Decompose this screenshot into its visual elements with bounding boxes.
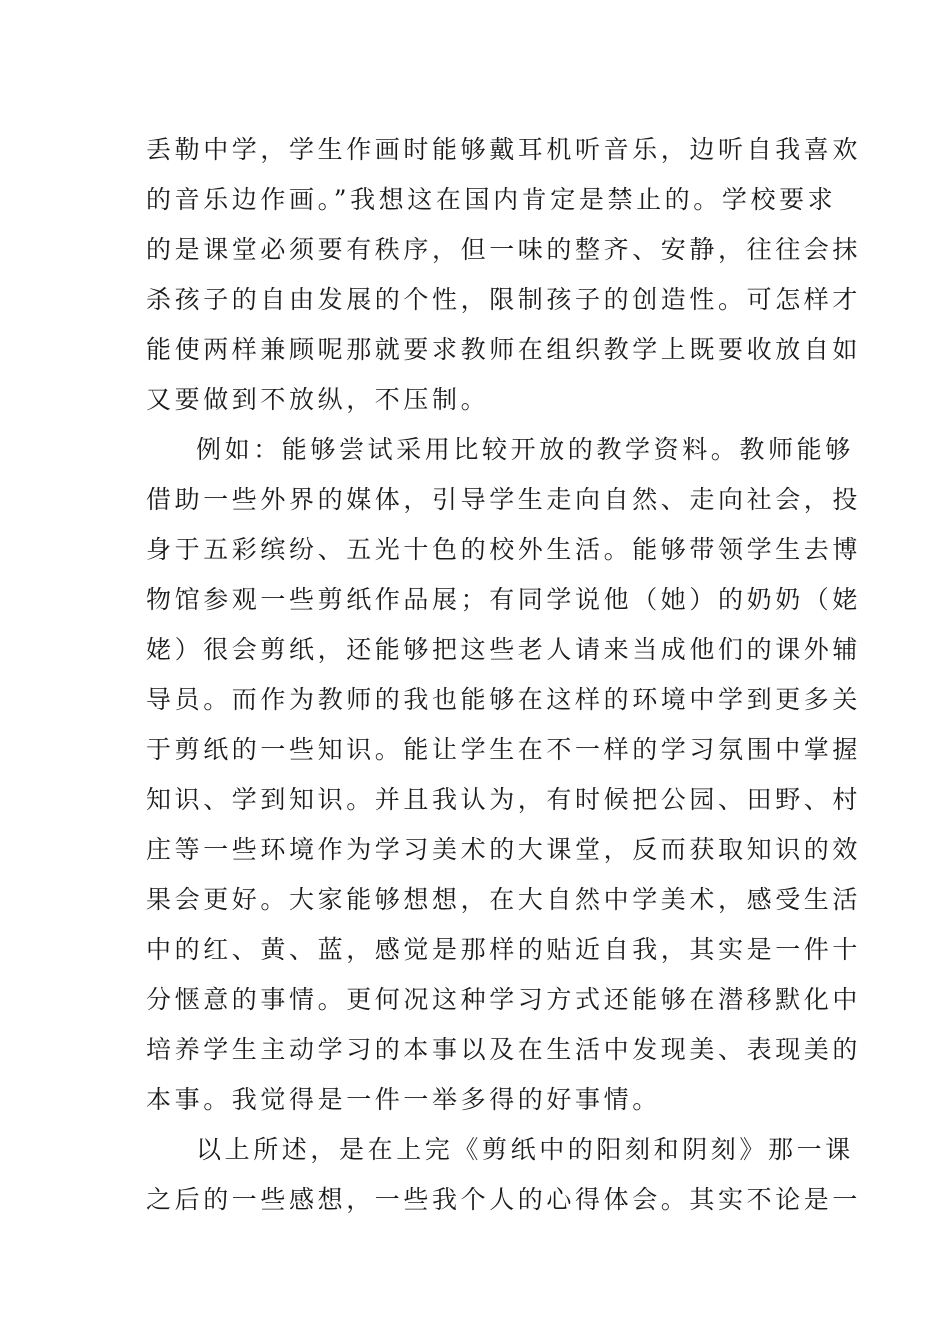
text-line: 借助一些外界的媒体，引导学生走向自然、走向社会，投 [146, 485, 862, 514]
paragraph-first-line: 例如：能够尝试采用比较开放的教学资料。教师能够 [196, 435, 854, 464]
text-line: 又要做到不放纵，不压制。 [146, 385, 490, 414]
text-line: 庄等一些环境作为学习美术的大课堂，反而获取知识的效 [146, 835, 862, 864]
text-line: 知识、学到知识。并且我认为，有时候把公园、田野、村 [146, 785, 862, 814]
text-line: 身于五彩缤纷、五光十色的校外生活。能够带领学生去博 [146, 535, 862, 564]
text-line: 物馆参观一些剪纸作品展；有同学说他（她）的奶奶（姥 [146, 585, 862, 614]
paragraph-first-line: 以上所述，是在上完《剪纸中的阳刻和阴刻》那一课 [196, 1135, 854, 1164]
text-line: 果会更好。大家能够想想，在大自然中学美术，感受生活 [146, 885, 862, 914]
text-line: 杀孩子的自由发展的个性，限制孩子的创造性。可怎样才 [146, 285, 862, 314]
text-line: 姥）很会剪纸，还能够把这些老人请来当成他们的课外辅 [146, 635, 862, 664]
text-line: 中的红、黄、蓝，感觉是那样的贴近自我，其实是一件十 [146, 935, 862, 964]
text-line: 导员。而作为教师的我也能够在这样的环境中学到更多关 [146, 685, 862, 714]
text-line: 于剪纸的一些知识。能让学生在不一样的学习氛围中掌握 [146, 735, 862, 764]
text-line: 之后的一些感想，一些我个人的心得体会。其实不论是一 [146, 1185, 862, 1214]
text-line: 丢勒中学，学生作画时能够戴耳机听音乐，边听自我喜欢 [146, 135, 862, 164]
text-line: 培养学生主动学习的本事以及在生活中发现美、表现美的 [146, 1035, 862, 1064]
text-line: 分惬意的事情。更何况这种学习方式还能够在潜移默化中 [146, 985, 862, 1014]
text-line: 的是课堂必须要有秩序，但一味的整齐、安静，往往会抹 [146, 235, 862, 264]
text-line: 能使两样兼顾呢那就要求教师在组织教学上既要收放自如 [146, 335, 862, 364]
text-line: 的音乐边作画。”我想这在国内肯定是禁止的。学校要求 [146, 185, 837, 214]
text-line: 本事。我觉得是一件一举多得的好事情。 [146, 1085, 661, 1114]
